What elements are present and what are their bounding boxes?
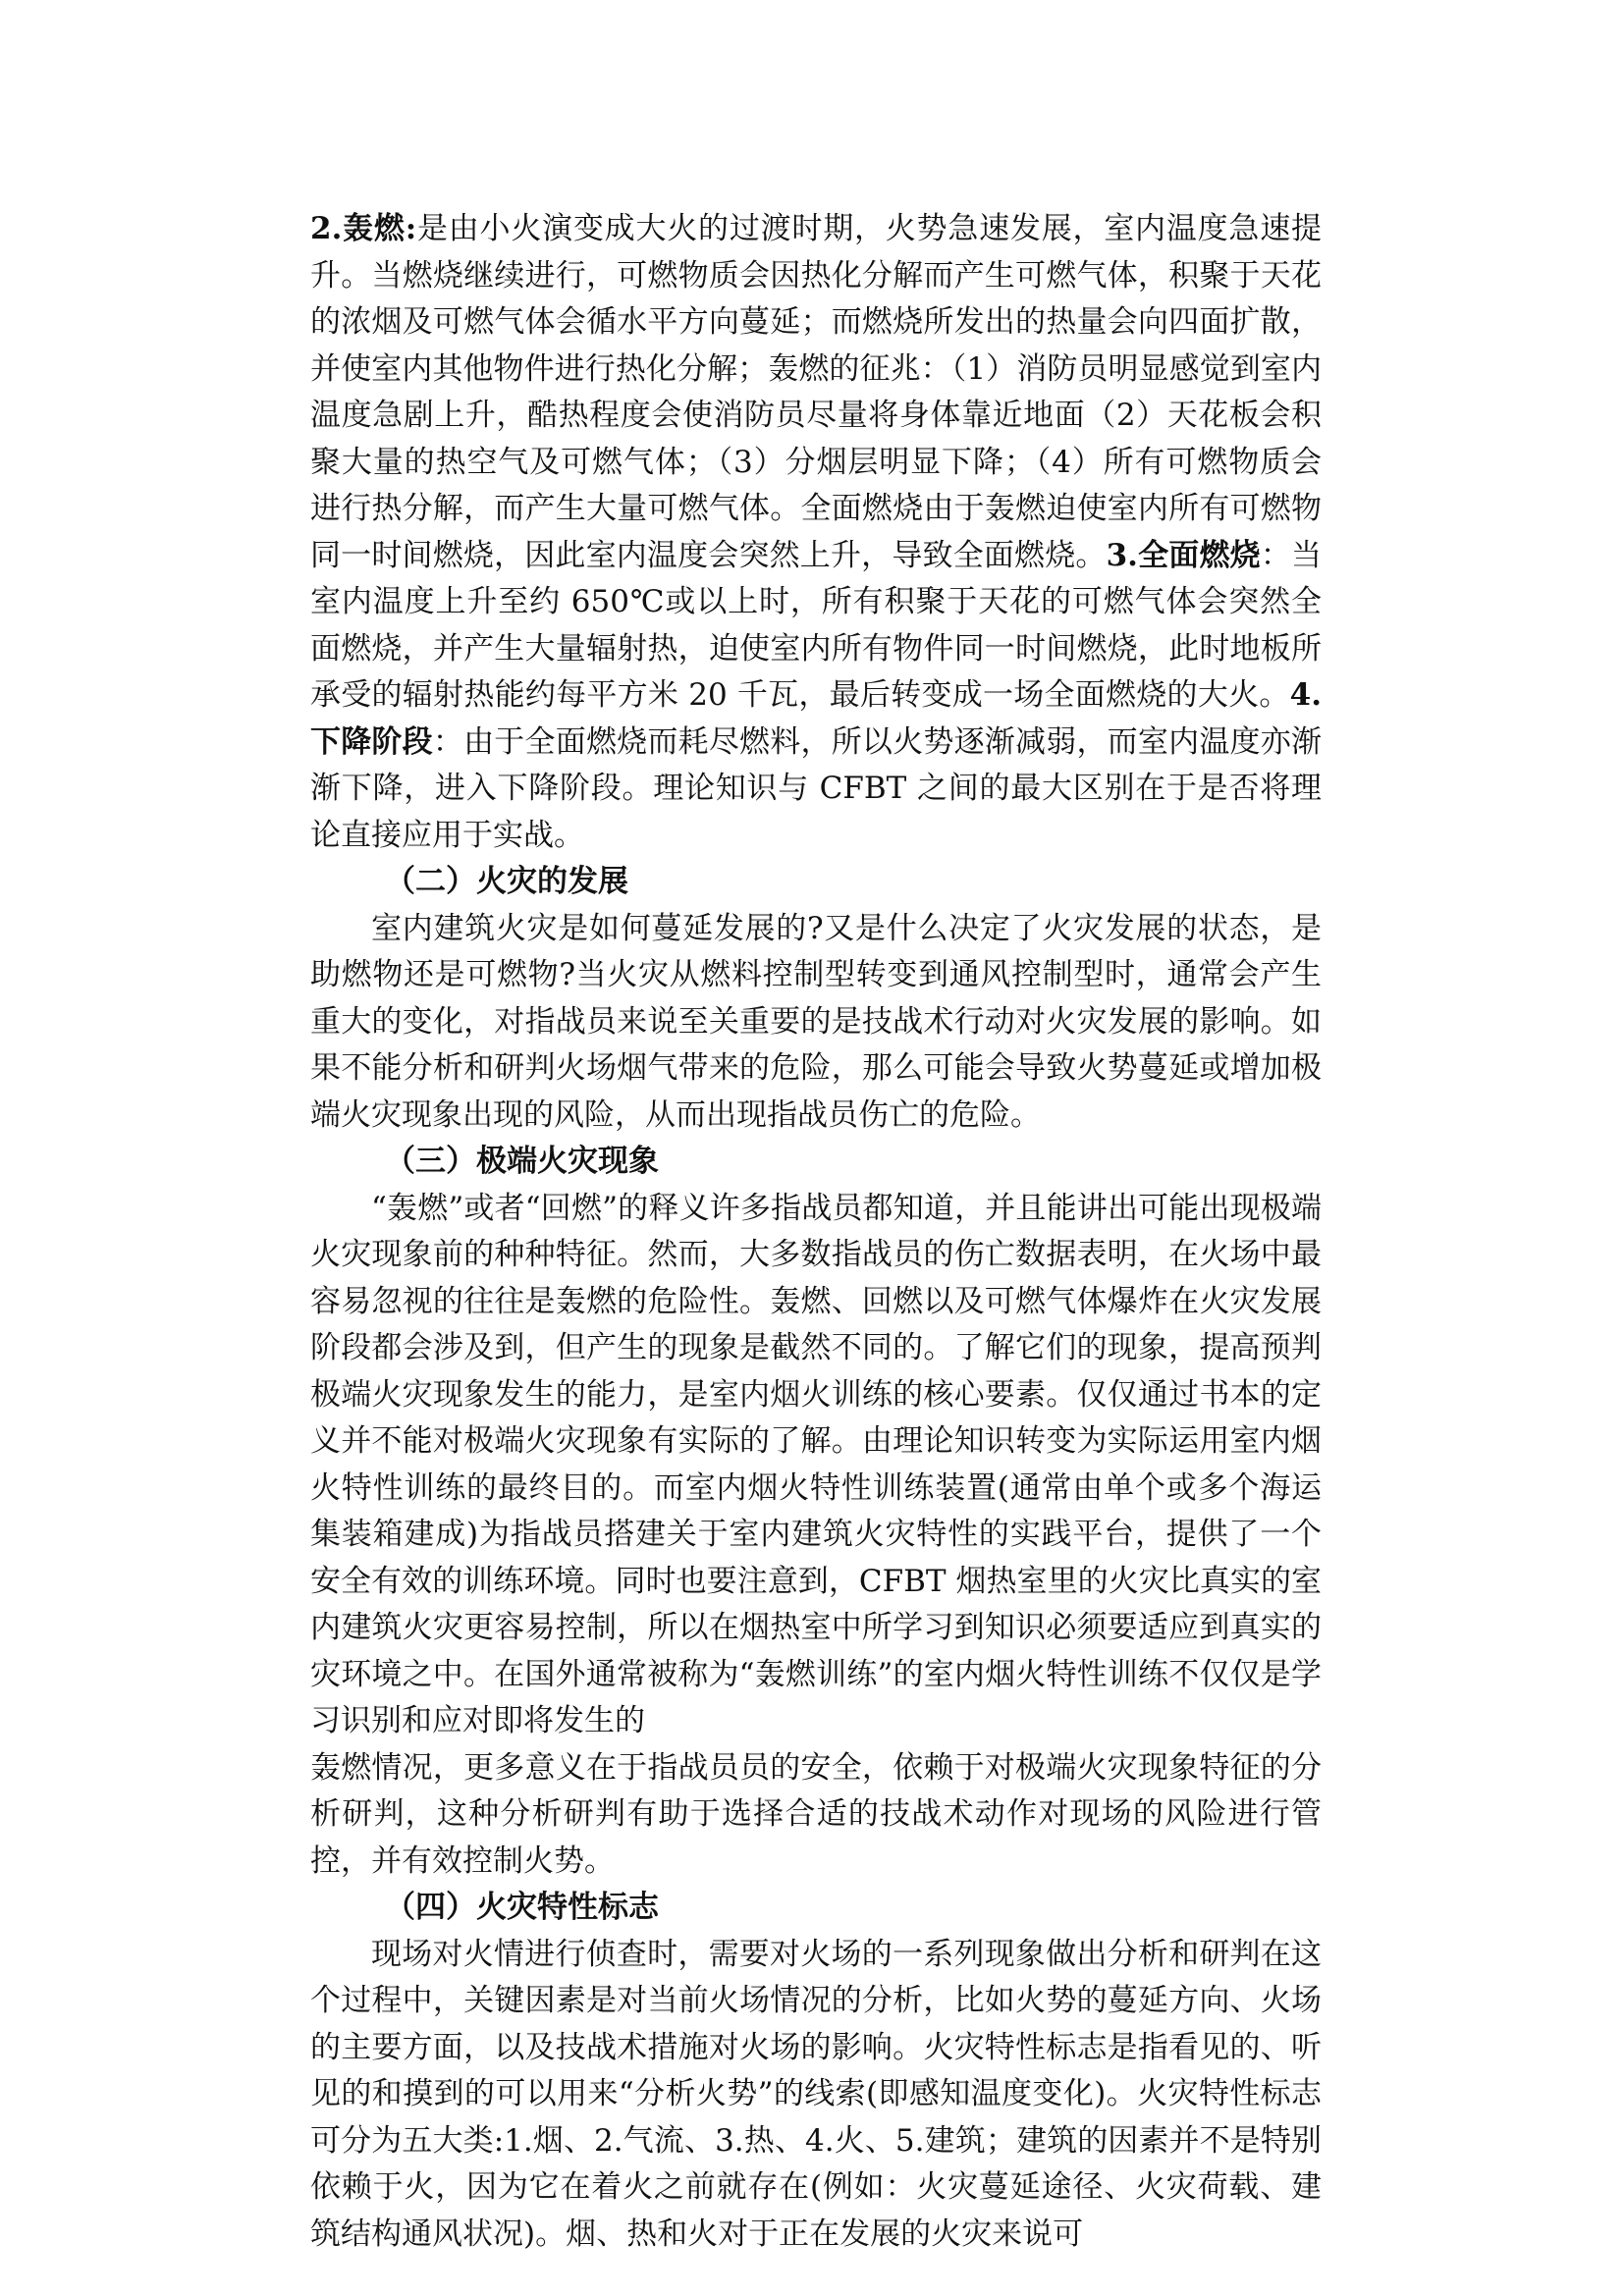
full-combustion-description: ：当室内温度上升至约 650℃或以上时，所有积聚于天花的可燃气体会突然全面燃烧，并产生大量辐射热，迫使室内所有物件同一时间燃烧，此时地板所承受的辐射热能约每平方米 20 千瓦，最后转变成一场全面燃烧的大火。 [310, 537, 1323, 713]
paragraph-extreme-fire-phenomena-cont: 轰燃情况，更多意义在于指战员员的安全，依赖于对极端火灾现象特征的分析研判，这种分析研判有助于选择合适的技战术动作对现场的风险进行管控，并有效控制火势。 [310, 1749, 1322, 1879]
paragraph-extreme-fire-phenomena: “轰燃”或者“回燃”的释义许多指战员都知道，并且能讲出可能出现极端火灾现象前的种种特征。然而，大多数指战员的伤亡数据表明，在火场中最容易忽视的往往是轰燃的危险性。轰燃、回燃以及可燃气体爆炸在火灾发展阶段都会涉及到，但产生的现象是截然不同的。了解它们的现象，提高预判极端火灾现象发生的能力，是室内烟火训练的核心要素。仅仅通过书本的定义并不能对极端火灾现象有实际的了解。由理论知识转变为实际运用室内烟火特性训练的最终目的。而室内烟火特性训练装置(通常由单个或多个海运集装箱建成)为指战员搭建关于室内建筑火灾特性的实践平台，提供了一个安全有效的训练环境。同时也要注意到，CFBT 烟热室里的火灾比真实的室内建筑火灾更容易控制，所以在烟热室中所学习到知识必须要适应到真实的灾环境之中。在国外通常被称为“轰燃训练”的室内烟火特性训练不仅仅是学习识别和应对即将发生的 [310, 1190, 1322, 1738]
paragraph-fire-stages [310, 206, 1322, 859]
heading-extreme-fire-phenomena: （三）极端火灾现象 [385, 1144, 659, 1179]
term-full-combustion: 3.全面燃烧 [1106, 537, 1261, 573]
decline-stage-description: ：由于全面燃烧而耗尽燃料，所以火势逐渐减弱，而室内温度亦渐渐下降，进入下降阶段。理论知识与 CFBT 之间的最大区别在于是否将理论直接应用于实战。 [310, 723, 1322, 853]
heading-fire-indicators: （四）火灾特性标志 [385, 1890, 659, 1925]
paragraph-fire-indicators: 现场对火情进行侦查时，需要对火场的一系列现象做出分析和研判在这个过程中，关键因素是对当前火场情况的分析，比如火势的蔓延方向、火场的主要方面，以及技战术措施对火场的影响。火灾特性标志是指看见的、听见的和摸到的可以用来“分析火势”的线索(即感知温度变化)。火灾特性标志可分为五大类:1.烟、2.气流、3.热、4.火、5.建筑；建筑的因素并不是特别依赖于火，因为它在着火之前就存在(例如：火灾蔓延途径、火灾荷载、建筑结构通风状况)。烟、热和火对于正在发展的火灾来说可 [310, 1936, 1322, 2252]
term-decline-stage: 4.下降阶段 [310, 677, 1322, 760]
paragraph-fire-development: 室内建筑火灾是如何蔓延发展的?又是什么决定了火灾发展的状态，是助燃物还是可燃物?当火灾从燃料控制型转变到通风控制型时，通常会产生重大的变化，对指战员来说至关重要的是技战术行动对火灾发展的影响。如果不能分析和研判火场烟气带来的危险，那么可能会导致火势蔓延或增加极端火灾现象出现的风险，从而出现指战员伤亡的危险。 [310, 910, 1322, 1133]
heading-fire-development: （二）火灾的发展 [385, 864, 628, 899]
document-page [310, 206, 1322, 2258]
flashover-description: 是由小火演变成大火的过渡时期，火势急速发展，室内温度急速提升。当燃烧继续进行，可燃物质会因热化分解而产生可燃气体，积聚于天花的浓烟及可燃气体会循水平方向蔓延；而燃烧所发出的热量会向四面扩散，并使室内其他物件进行热化分解；轰燃的征兆：（1）消防员明显感觉到室内温度急剧上升，酷热程度会使消防员尽量将身体靠近地面（2）天花板会积聚大量的热空气及可燃气体；（3）分烟层明显下降；（4）所有可燃物质会进行热分解，而产生大量可燃气体。全面燃烧由于轰燃迫使室内所有可燃物同一时间燃烧，因此室内温度会突然上升，导致全面燃烧。 [310, 211, 1322, 573]
term-flashover: 2.轰燃: [310, 211, 417, 246]
